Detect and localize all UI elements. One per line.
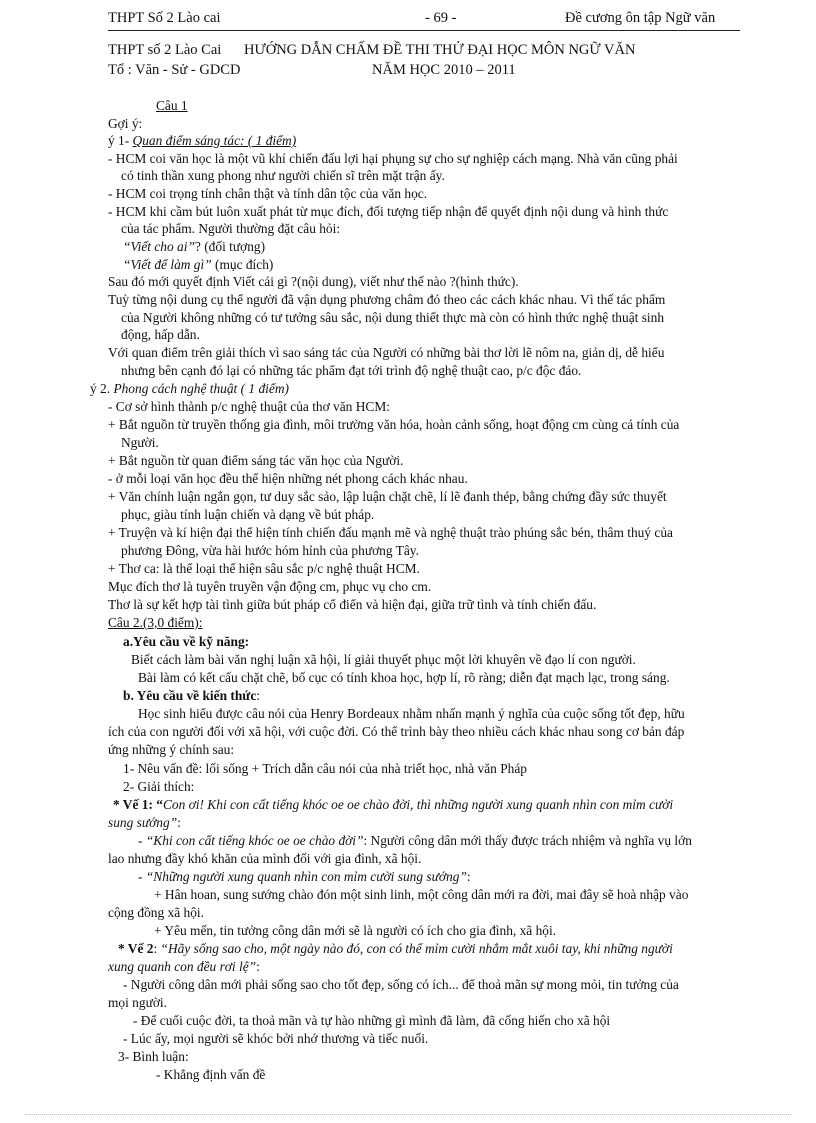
text-line: + Bắt nguồn từ quan điểm sáng tác văn học của Người. bbox=[108, 453, 404, 468]
header-page-number: - 69 - bbox=[425, 10, 457, 26]
text-line: động, hấp dẫn. bbox=[121, 327, 200, 342]
text-line: - HCM coi trọng tính chân thật và tính dân tộc của văn học. bbox=[108, 186, 428, 201]
text-line: ứng những ý chính sau: bbox=[108, 742, 235, 757]
title-school: THPT số 2 Lào Cai bbox=[108, 42, 222, 58]
text-line: Tuỳ từng nội dung cụ thể người đã vận dụng phương châm đó theo các cách khác nhau. Vì thế tác phẩm bbox=[108, 292, 666, 307]
section-a-heading: a.Yêu cầu về kỹ năng: bbox=[123, 634, 250, 649]
clause-2-heading: * Vế 2: “Hãy sống sao cho, một ngày nào đó, con có thể mỉm cười nhắm mắt xuôi tay, khi những người bbox=[118, 941, 673, 956]
text-line: Người. bbox=[121, 435, 159, 450]
page-bottom-border bbox=[25, 1114, 791, 1115]
clause-1-heading: * Vế 1: “Con ơi! Khi con cất tiếng khóc oe oe chào đời, thì những người xung quanh nhìn con mỉm cười bbox=[113, 797, 674, 812]
text-line: + Truyện và kí hiện đại thể hiện tính chiến đấu mạnh mẽ và nghệ thuật trào phúng sắc bén, thâm thuý của bbox=[108, 525, 673, 540]
question-2-heading: Câu 2.(3,0 điểm): bbox=[108, 615, 203, 630]
clause-1-heading-cont: sung sướng”: bbox=[108, 815, 181, 830]
title-heading: HƯỚNG DẪN CHẤM ĐỀ THI THỬ ĐẠI HỌC MÔN NGỮ VĂN bbox=[244, 42, 636, 58]
text-line: cộng đồng xã hội. bbox=[108, 905, 204, 920]
text-line: - ở mỗi loại văn học đều thể hiện những nét phong cách khác nhau. bbox=[108, 471, 468, 486]
text-line: Học sinh hiểu được câu nói của Henry Bordeaux nhằm nhấn mạnh ý nghĩa của cuộc sống tốt đẹp, hữu bbox=[138, 706, 685, 721]
text-line: - Khẳng định vấn đề bbox=[156, 1067, 266, 1082]
quote-line: “Viết cho ai”? (đối tượng) bbox=[123, 239, 266, 254]
text-line: - HCM khi cầm bút luôn xuất phát từ mục đích, đối tượng tiếp nhận để quyết định nội dung và hình thức bbox=[108, 204, 669, 219]
text-line: 2- Giải thích: bbox=[123, 779, 195, 794]
text-line: + Văn chính luận ngắn gọn, tư duy sắc sảo, lập luận chặt chẽ, lí lẽ đanh thép, bằng chứng đầy sức thuyết bbox=[108, 489, 667, 504]
text-line: của Người không những có tư tưởng sâu sắc, nội dung thiết thực mà còn có hình thức nghệ thuật sinh bbox=[121, 310, 665, 325]
text-line: phương Đông, vừa hài hước hóm hỉnh của phương Tây. bbox=[121, 543, 419, 558]
text-line: - “Những người xung quanh nhìn con mỉm cười sung sướng”: bbox=[138, 869, 471, 884]
question-1-heading: Câu 1 bbox=[156, 98, 188, 113]
text-line: của tác phẩm. Người thường đặt câu hỏi: bbox=[121, 221, 341, 236]
text-line: + Thơ ca: là thể loại thể hiện sâu sắc p/c nghệ thuật HCM. bbox=[108, 561, 420, 576]
text-line: - “Khi con cất tiếng khóc oe oe chào đời”: Người công dân mới thấy được trách nhiệm và nghĩa vụ lớn bbox=[138, 833, 692, 848]
header-divider bbox=[108, 30, 740, 31]
quote-line: “Viết để làm gì” (mục đích) bbox=[123, 257, 274, 272]
idea-1-heading: ý 1- Quan điểm sáng tác: ( 1 điểm) bbox=[108, 133, 297, 148]
text-line: - Người công dân mới phải sống sao cho tốt đẹp, sống có ích... để thoả mãn sự mong mỏi, tin tưởng của bbox=[123, 977, 679, 992]
title-school-year: NĂM HỌC 2010 – 2011 bbox=[372, 62, 516, 78]
text-line: + Yêu mến, tin tưởng công dân mới sẽ là người có ích cho gia đình, xã hội. bbox=[154, 923, 557, 938]
section-b-heading: b. Yêu cầu về kiến thức: bbox=[123, 688, 260, 703]
text-line: Bài làm có kết cấu chặt chẽ, bố cục có tính khoa học, hợp lí, rõ ràng; diễn đạt mạch lạc, trong sáng. bbox=[138, 670, 670, 685]
text-line: nhưng bên cạnh đó lại có những tác phẩm đạt tới trình độ nghệ thuật cao, p/c độc đáo. bbox=[121, 363, 582, 378]
text-line: Biết cách làm bài văn nghị luận xã hội, lí giải thuyết phục một lời khuyên về đạo lí con người. bbox=[131, 652, 636, 667]
text-line: Sau đó mới quyết định Viết cái gì ?(nội dung), viết như thế nào ?(hình thức). bbox=[108, 274, 519, 289]
idea-2-heading: ý 2. Phong cách nghệ thuật ( 1 điểm) bbox=[90, 381, 289, 396]
text-line: 3- Bình luận: bbox=[118, 1049, 189, 1064]
text-line: - HCM coi văn học là một vũ khí chiến đấu lợi hại phụng sự cho sự nghiệp cách mạng. Nhà văn cũng phải bbox=[108, 151, 678, 166]
text-line: ích của con người đối với xã hội, với cuộc đời. Có thể trình bày theo nhiều cách khác nhau song cơ bản đáp bbox=[108, 724, 685, 739]
text-line: Mục đích thơ là tuyên truyền vận động cm, phục vụ cho cm. bbox=[108, 579, 432, 594]
text-line: Thơ là sự kết hợp tài tình giữa bút pháp cổ điển và hiện đại, giữa trữ tình và tính chiến đấu. bbox=[108, 597, 597, 612]
text-line: Với quan điểm trên giải thích vì sao sáng tác của Người có những bài thơ lời lẽ nôm na, giản dị, dễ hiểu bbox=[108, 345, 665, 360]
text-line: lao nhưng đầy khó khăn của mình đối với gia đình, xã hội. bbox=[108, 851, 422, 866]
text-line: - Để cuối cuộc đời, ta thoả mãn và tự hào những gì mình đã làm, đã cống hiến cho xã hội bbox=[133, 1013, 611, 1028]
hint-label: Gợi ý: bbox=[108, 116, 143, 131]
clause-2-heading-cont: xung quanh con đều rơi lệ”: bbox=[108, 959, 260, 974]
title-department: Tổ : Văn - Sử - GDCD bbox=[108, 62, 241, 78]
text-line: + Bắt nguồn từ truyền thống gia đình, môi trường văn hóa, hoàn cảnh sống, hoạt động cm cùng cá tính của bbox=[108, 417, 680, 432]
text-line: 1- Nêu vấn đề: lối sống + Trích dẫn câu nói của nhà triết học, nhà văn Pháp bbox=[123, 761, 527, 776]
text-line: có tinh thần xung phong như người chiến sĩ trên mặt trận ấy. bbox=[121, 168, 445, 183]
header-subject: Đề cương ôn tập Ngữ văn bbox=[565, 10, 716, 26]
text-line: phục, giàu tính luận chiến và dạng về bút pháp. bbox=[121, 507, 375, 522]
text-line: - Lúc ấy, mọi người sẽ khóc bởi nhớ thương và tiếc nuối. bbox=[123, 1031, 429, 1046]
header-school: THPT Số 2 Lào cai bbox=[108, 10, 221, 26]
text-line: - Cơ sở hình thành p/c nghệ thuật của thơ văn HCM: bbox=[108, 399, 390, 414]
text-line: + Hân hoan, sung sướng chào đón một sinh linh, một công dân mới ra đời, mai đây sẽ hoà nhập vào bbox=[154, 887, 689, 902]
text-line: mọi người. bbox=[108, 995, 167, 1010]
